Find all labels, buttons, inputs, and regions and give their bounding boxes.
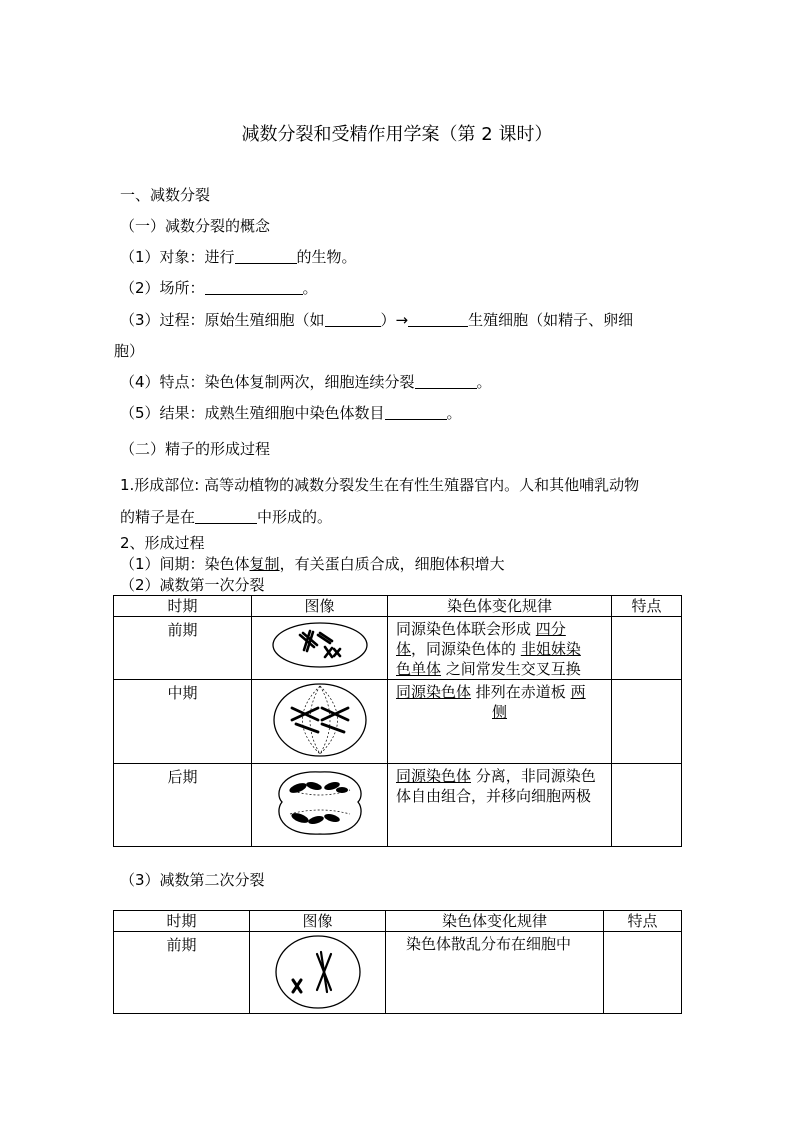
meiosis2-table [113, 910, 682, 1014]
table-row [114, 932, 682, 1014]
image-cell [252, 764, 388, 847]
item-place-label: （2）场所： [120, 279, 205, 297]
header-feature: 特点 [604, 911, 682, 932]
rule-answer: 体 [396, 640, 412, 658]
rule-cell [388, 680, 612, 764]
image-cell [250, 932, 386, 1014]
formation-location-label: 的精子是在 [120, 508, 196, 526]
interphase-label: （1）间期：染色体 [120, 555, 250, 573]
item-place-tail: 。 [302, 279, 318, 297]
feature-cell[interactable] [604, 932, 682, 1014]
rule-answer: 两 [570, 683, 586, 701]
rule-text: ，同源染色体的 [411, 640, 517, 658]
rule-answer: 色单体 [396, 660, 442, 678]
formation-location-line2 [120, 508, 332, 526]
metaphase-i-cell-diagram [270, 680, 370, 760]
item-process-tail: 生殖细胞（如精子、卵细 [468, 311, 634, 329]
rule-answer: 四分 [535, 620, 566, 638]
item-feature-tail: 。 [476, 373, 492, 391]
table-header-row [114, 911, 682, 932]
feature-cell[interactable] [612, 764, 682, 847]
page-title: 减数分裂和受精作用学案（第 2 课时） [241, 124, 553, 145]
rule-cell [386, 932, 604, 1014]
answer-blank[interactable] [408, 312, 468, 327]
meiosis1-table [113, 595, 682, 847]
rule-text: 体自由组合，并移向细胞两极 [396, 787, 592, 805]
item-feature-label: （4）特点：染色体复制两次，细胞连续分裂 [120, 373, 415, 391]
period-cell: 后期 [114, 764, 252, 847]
item-process [120, 311, 633, 329]
prophase-ii-cell-diagram [273, 932, 363, 1012]
answer-blank[interactable] [205, 280, 303, 295]
rule-text: 之间常发生交叉互换 [445, 660, 581, 678]
rule-answer: 同源染色体 [396, 767, 472, 785]
item-object-label: （1）对象：进行 [120, 248, 235, 266]
concept-heading: （一）减数分裂的概念 [120, 217, 271, 235]
formation-location-tail: 中形成的。 [257, 508, 333, 526]
meiosis2-heading: （3）减数第二次分裂 [120, 871, 265, 889]
rule-text: 同源染色体联会形成 [396, 620, 532, 638]
item-process-arrow: ）→ [380, 311, 409, 329]
rule-text: 分离，非同源染色 [475, 767, 596, 785]
rule-answer: 侧 [492, 703, 508, 721]
period-cell: 前期 [114, 617, 252, 680]
interphase-tail: ，有关蛋白质合成，细胞体积增大 [279, 555, 505, 573]
item-place [120, 279, 318, 297]
header-period: 时期 [114, 596, 252, 617]
meiosis1-heading: （2）减数第一次分裂 [120, 576, 265, 594]
item-result-label: （5）结果：成熟生殖细胞中染色体数目 [120, 404, 385, 422]
item-object [120, 248, 357, 266]
table-row [114, 680, 682, 764]
header-feature: 特点 [612, 596, 682, 617]
rule-answer: 同源染色体 [396, 683, 472, 701]
table-row [114, 617, 682, 680]
rule-text: 排列在赤道板 [475, 683, 566, 701]
header-image: 图像 [252, 596, 388, 617]
sperm-heading: （二）精子的形成过程 [120, 440, 271, 458]
answer-blank[interactable] [385, 405, 447, 420]
rule-answer: 非姐妹染 [520, 640, 581, 658]
header-rule: 染色体变化规律 [388, 596, 612, 617]
header-rule: 染色体变化规律 [386, 911, 604, 932]
item-feature [120, 373, 492, 391]
image-cell [252, 680, 388, 764]
period-cell: 前期 [114, 932, 250, 1014]
period-cell: 中期 [114, 680, 252, 764]
answer-blank[interactable] [415, 374, 477, 389]
process-heading: 2、形成过程 [120, 534, 205, 552]
section-heading: 一、减数分裂 [120, 186, 211, 204]
rule-text: 染色体散乱分布在细胞中 [406, 935, 572, 953]
prophase-i-cell-diagram [270, 617, 370, 669]
answer-blank[interactable] [325, 312, 381, 327]
rule-cell [388, 617, 612, 680]
table-row [114, 764, 682, 847]
header-period: 时期 [114, 911, 250, 932]
interphase-line [120, 555, 505, 573]
item-result-tail: 。 [446, 404, 462, 422]
image-cell [252, 617, 388, 680]
item-process-cont: 胞） [114, 342, 145, 360]
feature-cell[interactable] [612, 680, 682, 764]
answer-blank[interactable] [235, 249, 297, 264]
anaphase-i-cell-diagram [270, 764, 370, 842]
answer-blank[interactable] [195, 509, 257, 524]
feature-cell[interactable] [612, 617, 682, 680]
item-object-tail: 的生物。 [296, 248, 357, 266]
item-result [120, 404, 462, 422]
header-image: 图像 [250, 911, 386, 932]
rule-cell [388, 764, 612, 847]
formation-location-line1: 1.形成部位: 高等动植物的减数分裂发生在有性生殖器官内。人和其他哺乳动物 [120, 476, 640, 494]
interphase-answer: 复制 [249, 555, 280, 573]
item-process-label: （3）过程：原始生殖细胞（如 [120, 311, 325, 329]
table-header-row [114, 596, 682, 617]
